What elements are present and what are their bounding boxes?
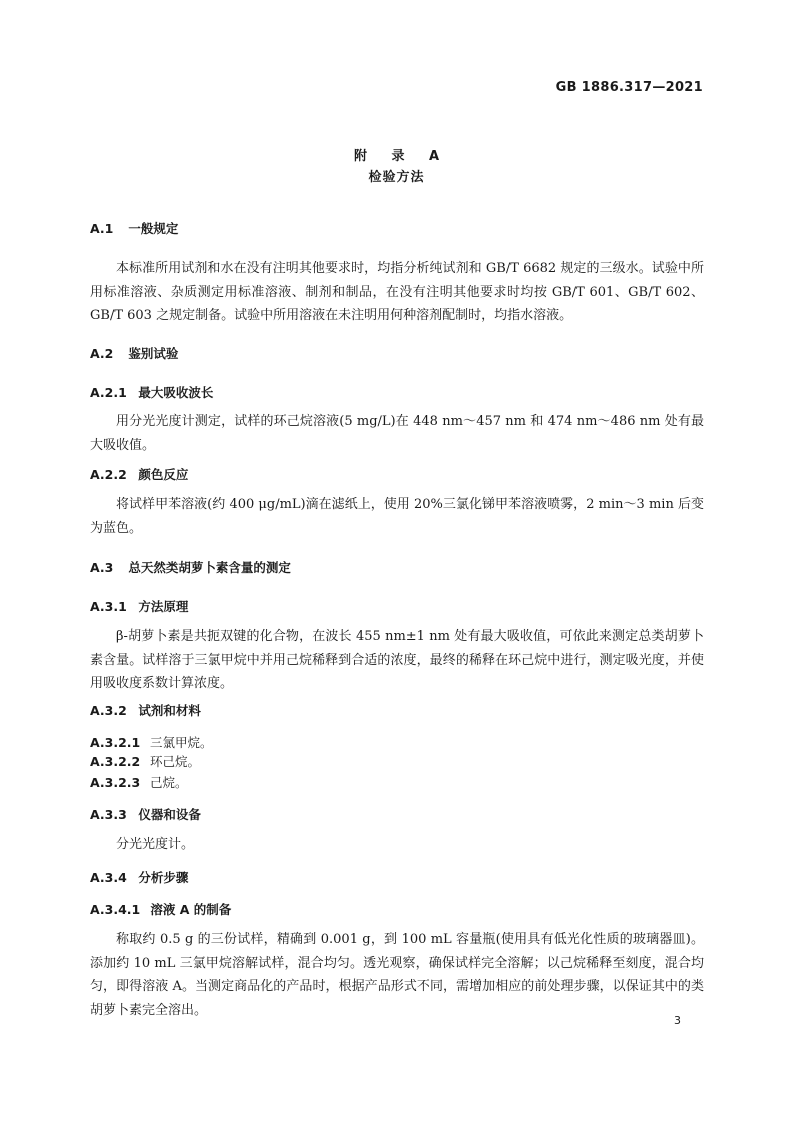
item-number: A.3.2.3 [90,775,141,790]
paragraph-a21: 用分光光度计测定，试样的环己烷溶液(5 mg/L)在 448 nm～457 nm 和 474 nm～486 nm 处有最大吸收值。 [90,414,704,453]
paragraph-a341: 称取约 0.5 g 的三份试样，精确到 0.001 g，到 100 mL 容量瓶(使用具有低光化性质的玻璃器皿)。添加约 10 mL 三氯甲烷溶解试样，混合均匀。透光观察，确保试样完全溶解；以己烷稀释至刻度，混合均匀，即得溶液 A。当测定商品化的产品时，根据产品形式不同，需增加相应的前处理步骤，以保证其中的类胡萝卜素完全溶出。 [90,932,704,1018]
item-a322 [90,752,200,770]
item-text: 环己烷。 [149,754,200,769]
section-number: A.3.4.1 [90,902,141,917]
section-number: A.2.1 [90,385,127,400]
section-number: A.3 [90,560,114,575]
section-title: 总天然类胡萝卜素含量的测定 [128,560,291,575]
section-title: 分析步骤 [138,870,189,885]
section-heading-a34 [90,868,188,886]
section-heading-a3 [90,558,291,576]
section-title: 颜色反应 [138,467,189,482]
section-number: A.3.1 [90,599,127,614]
section-heading-a22 [90,465,188,483]
paragraph-a31: β-胡萝卜素是共扼双键的化合物，在波长 455 nm±1 nm 处有最大吸收值，可依此来测定总类胡萝卜素含量。试样溶于三氯甲烷中并用己烷稀释到合适的浓度，最终的稀释在环己烷中进行，测定吸光度，并使用吸收度系数计算浓度。 [90,629,704,691]
section-heading-a33 [90,805,201,823]
section-heading-a2 [90,344,178,362]
section-number: A.1 [90,221,114,236]
appendix-title: 附 录 A [353,149,450,164]
section-heading-a21 [90,383,213,401]
paragraph-a1: 本标准所用试剂和水在没有注明其他要求时，均指分析纯试剂和 GB/T 6682 规定的三级水。试验中所用标准溶液、杂质测定用标准溶液、制剂和制品，在没有注明其他要求时均按 GB/T 601、GB/T 602、GB/T 603 之规定制备。试验中所用溶液在未注明用何种溶剂配制时，均指水溶液。 [90,261,704,323]
item-a323 [90,773,188,791]
section-number: A.3.2 [90,703,127,718]
section-title: 一般规定 [128,221,179,236]
section-number: A.2.2 [90,467,127,482]
paragraph-a33: 分光光度计。 [116,837,195,852]
section-title: 试剂和材料 [138,703,201,718]
section-number: A.3.3 [90,807,127,822]
standard-number: GB 1886.317—2021 [555,80,703,95]
section-title: 方法原理 [138,599,189,614]
section-title: 最大吸收波长 [138,385,214,400]
section-heading-a341 [90,900,231,918]
section-number: A.2 [90,346,114,361]
section-title: 仪器和设备 [138,807,201,822]
section-title: 鉴别试验 [128,346,179,361]
paragraph-a22: 将试样甲苯溶液(约 400 μg/mL)滴在滤纸上，使用 20%三氯化锑甲苯溶液喷雾，2 min～3 min 后变为蓝色。 [90,497,704,536]
section-heading-a31 [90,597,188,615]
section-number: A.3.4 [90,870,127,885]
section-title: 溶液 A 的制备 [150,902,232,917]
page-number: 3 [674,1014,681,1027]
item-a321 [90,733,213,751]
item-text: 己烷。 [149,775,188,790]
section-heading-a32 [90,701,201,719]
item-text: 三氯甲烷。 [149,735,213,750]
appendix-subtitle: 检验方法 [368,170,425,185]
item-number: A.3.2.2 [90,754,141,769]
item-number: A.3.2.1 [90,735,141,750]
section-heading-a1 [90,219,178,237]
